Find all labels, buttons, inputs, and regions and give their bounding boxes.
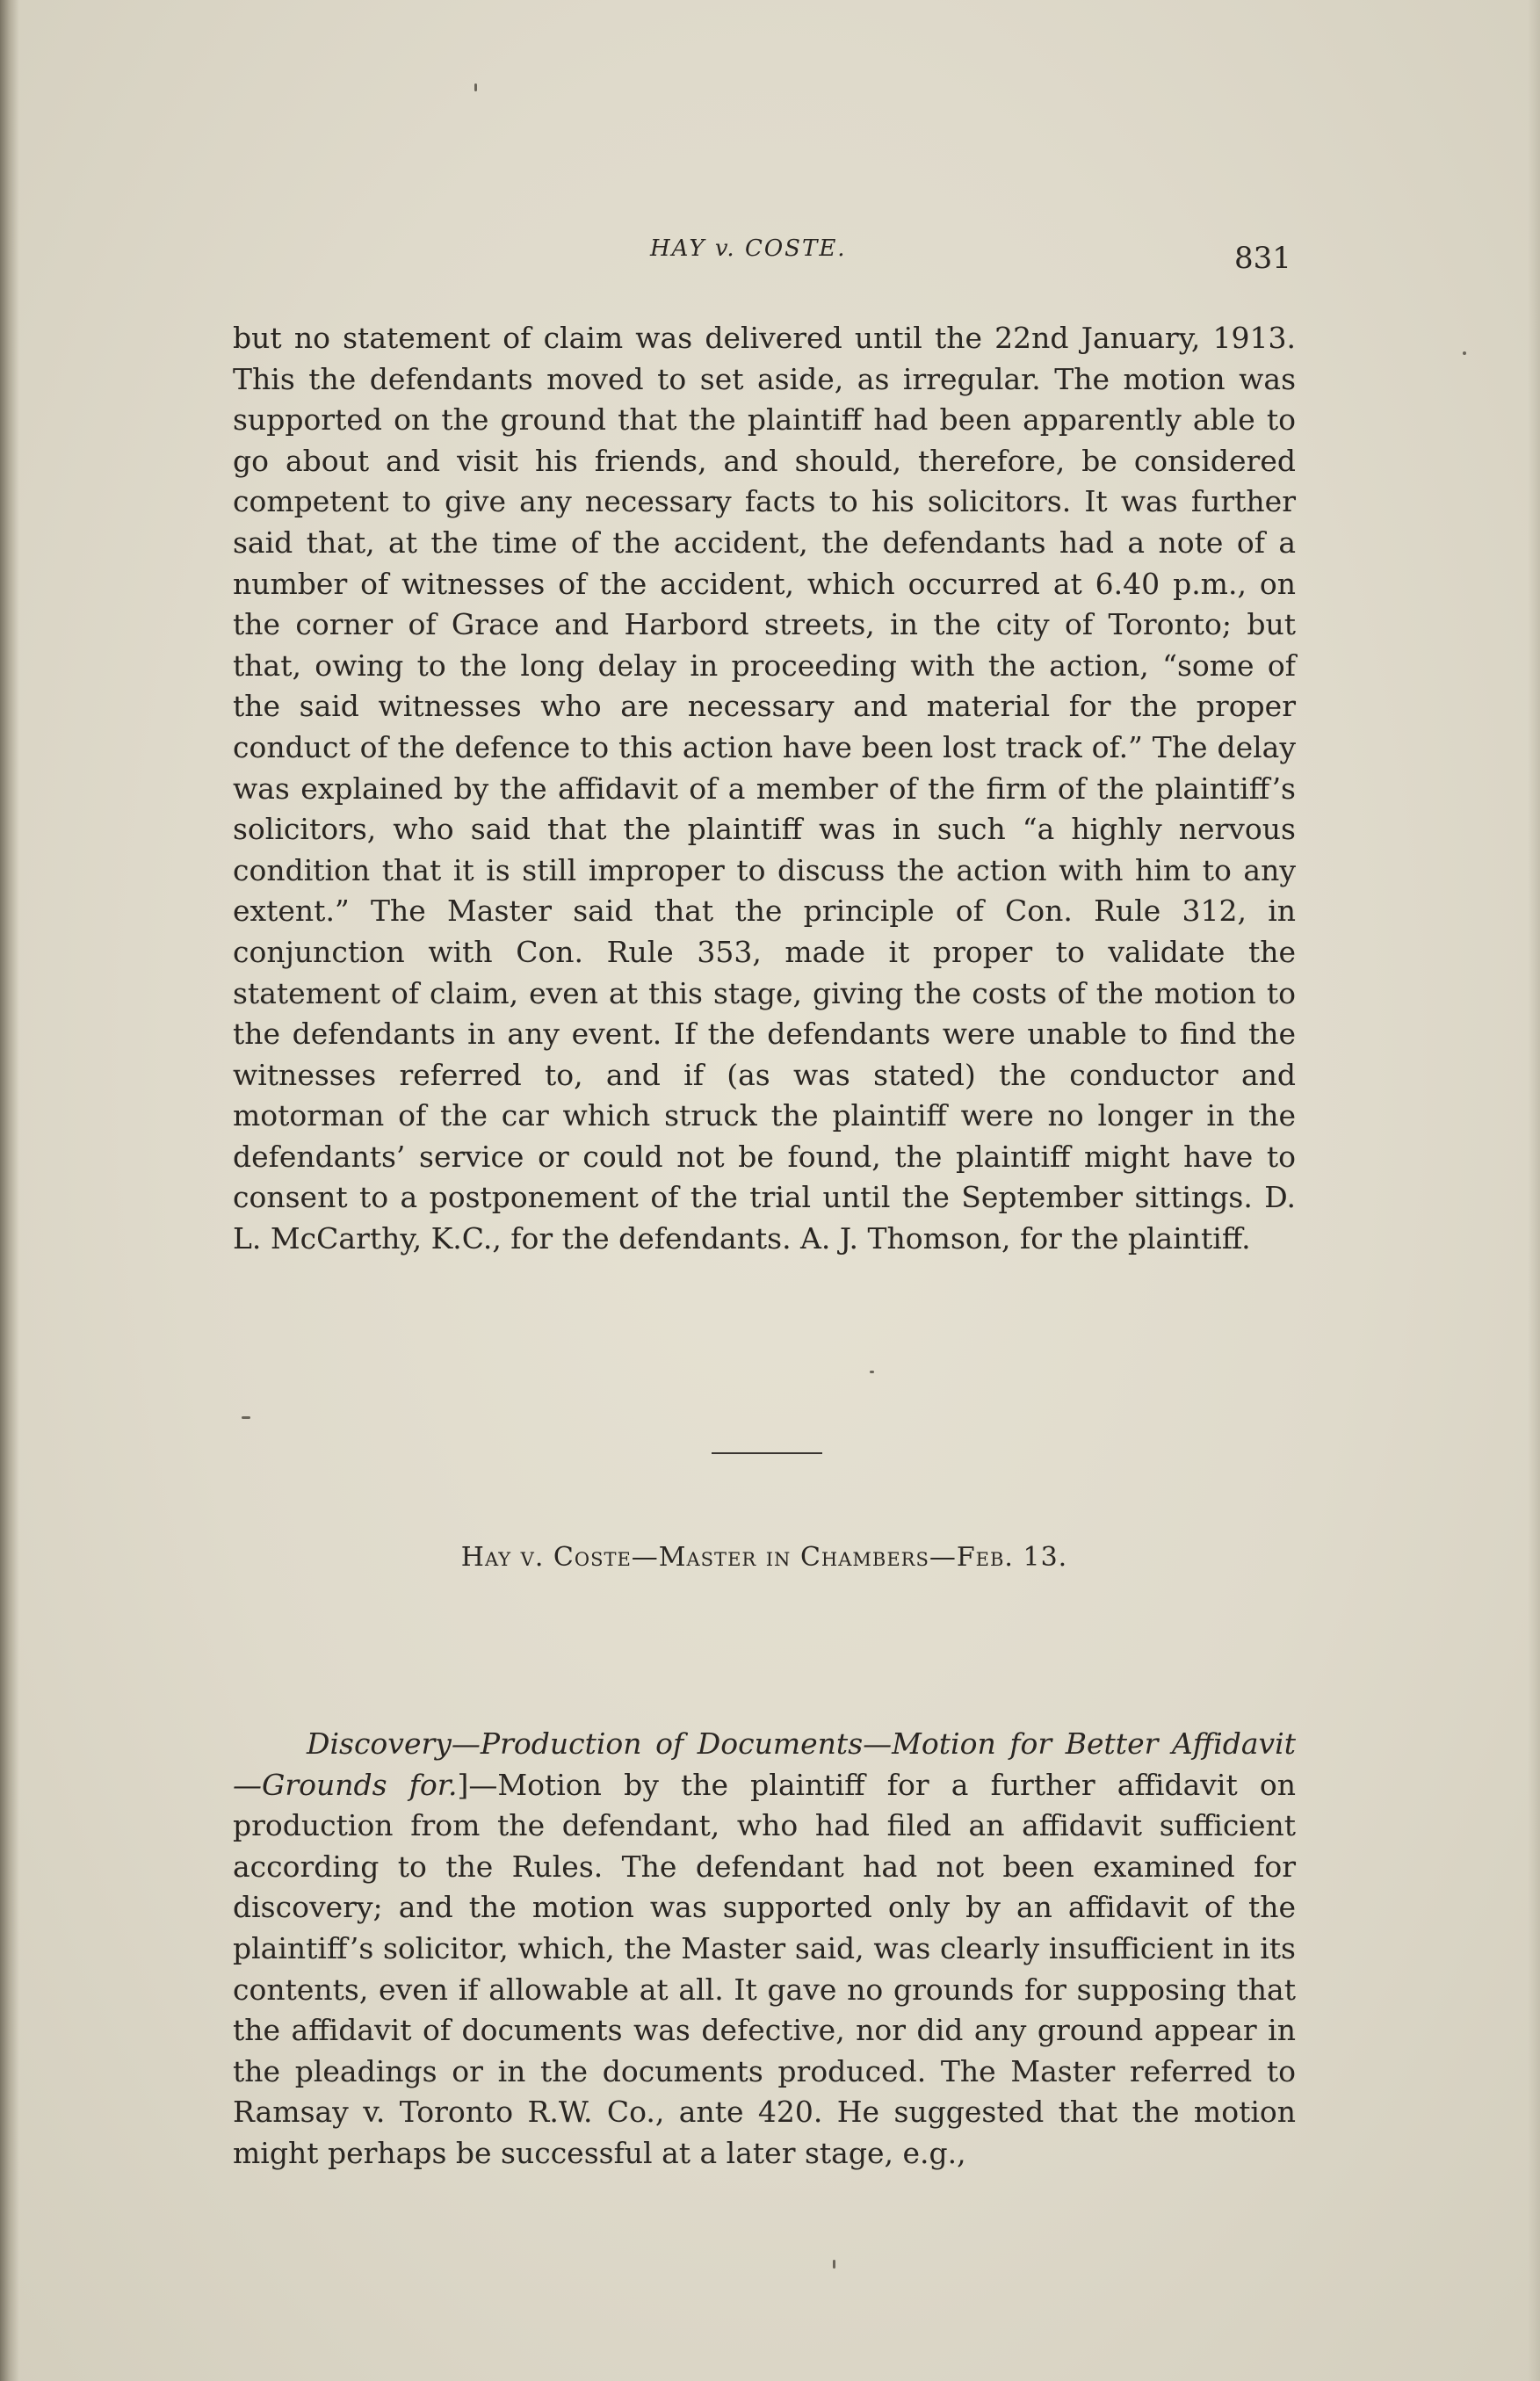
paper-speck (833, 2260, 835, 2269)
case-heading: Hay v. Coste—Master in Chambers—Feb. 13. (460, 1542, 1068, 1573)
headnote: Discovery—Production of Documents—Motion for Better Affidavit—Grounds for. (233, 1726, 1296, 1802)
binding-shadow (0, 0, 19, 2381)
page-number: 831 (1234, 241, 1291, 276)
body-paragraph: but no statement of claim was delivered until the 22nd January, 1913. This the defendants moved to set aside, as irregular. The motion was supported on the ground that the plaintiff had been apparently able to go about and visit his friends, and should, therefore, be considered competent to give any necessary facts to his solicitors. It was further said that, at the time of the accident, the defendants had a note of a number of witnesses of the accident, which occurred at 6.40 p.m., on the corner of Grace and Harbord streets, in the city of Toronto; but that, owing to the long delay in proceeding with the action, “some of the said witnesses who are necessary and material for the proper conduct of the defence to this action have been lost track of.” The delay was explained by the affidavit of a member of the firm of the plaintiff’s solicitors, who said that the plaintiff was in such “a highly nervous condition that it is still improper to discuss the action with him to any extent.” The Master said that the principle of Con. Rule 312, in conjunction with Con. Rule 353, made it proper to validate the statement of claim, even at this stage, giving the costs of the motion to the defendants in any event. If the defendants were unable to find the witnesses referred to, and if (as was stated) the conductor and motorman of the car which struck the plaintiff were no longer in the defendants’ service or could not be found, the plaintiff might have to consent to a postponement of the trial until the September sittings. D. L. McCarthy, K.C., for the defendants. A. J. Thomson, for the plaintiff. (233, 321, 1296, 1256)
paper-speck (474, 83, 477, 91)
paper-speck (1463, 351, 1466, 355)
paper-speck (242, 1416, 250, 1419)
paper-speck (870, 1371, 874, 1373)
section-divider (712, 1452, 822, 1454)
paragraph-text: ]—Motion by the plaintiff for a further affidavit on production from the defendant, who had filed an affidavit sufficient according to the Rules. The defendant had not been examined for discovery; and the motion was supported only by an affidavit of the plaintiff’s solicitor, which, the Master said, was clearly insufficient in its contents, even if allowable at all. It gave no grounds for supposing that the affidavit of documents was defective, nor did any ground appear in the pleadings or in the documents produced. The Master referred to Ramsay v. Toronto R.W. Co., ante 420. He suggested that the motion might perhaps be successful at a later stage, e.g., (233, 1767, 1297, 2170)
running-head: HAY v. COSTE. (650, 235, 847, 262)
body-paragraph-2 (233, 1724, 1296, 2175)
page-edge (1528, 0, 1540, 2381)
